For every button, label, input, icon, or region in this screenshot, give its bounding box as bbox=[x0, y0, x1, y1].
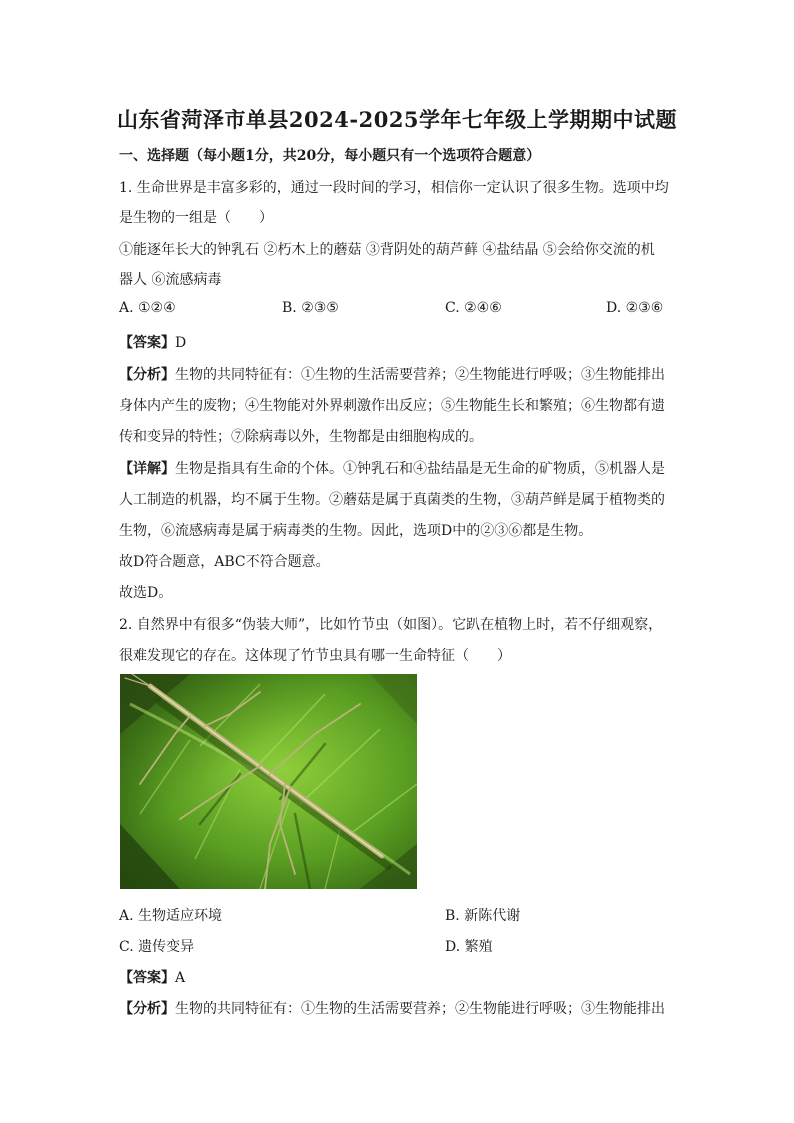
q1-option-a: A. ①②④ bbox=[119, 300, 176, 316]
analysis-text: 生物的共同特征有：①生物的生活需要营养；②生物能进行呼吸；③生物能排出 bbox=[175, 1001, 665, 1017]
q1-stem-line-1: 1. 生命世界是丰富多彩的，通过一段时间的学习，相信你一定认识了很多生物。选项中均 bbox=[119, 180, 669, 196]
answer-value: A bbox=[175, 970, 186, 986]
q2-answer bbox=[119, 967, 185, 987]
detail-tag: 【详解】 bbox=[119, 461, 175, 477]
section-heading: 一、选择题（每小题1分，共20分，每小题只有一个选项符合题意） bbox=[119, 148, 541, 164]
answer-tag: 【答案】 bbox=[119, 970, 175, 986]
analysis-tag: 【分析】 bbox=[119, 367, 175, 383]
answer-value: D bbox=[175, 335, 187, 351]
analysis-tag: 【分析】 bbox=[119, 1001, 175, 1017]
q2-option-d: D. 繁殖 bbox=[445, 939, 493, 955]
q2-option-c: C. 遗传变异 bbox=[119, 939, 195, 955]
q2-stem-line-2: 很难发现它的存在。这体现了竹节虫具有哪一生命特征（ ） bbox=[119, 648, 511, 664]
q1-answer bbox=[119, 332, 186, 352]
q1-stem-line-2: 是生物的一组是（ ） bbox=[119, 210, 273, 226]
q1-option-d: D. ②③⑥ bbox=[606, 300, 664, 316]
q1-analysis-line-2: 身体内产生的废物；④生物能对外界刺激作出反应；⑤生物能生长和繁殖；⑥生物都有遗 bbox=[119, 398, 665, 414]
q1-detail-line-3: 生物，⑥流感病毒是属于病毒类的生物。因此，选项D中的②③⑥都是生物。 bbox=[119, 523, 593, 539]
q2-option-a: A. 生物适应环境 bbox=[119, 908, 223, 924]
answer-tag: 【答案】 bbox=[119, 335, 175, 351]
q2-analysis-line-1 bbox=[119, 998, 665, 1018]
q2-stem-line-1: 2. 自然界中有很多“伪装大师”，比如竹节虫（如图）。它趴在植物上时，若不仔细观察， bbox=[119, 617, 663, 633]
q1-conclusion-line-2: 故选D。 bbox=[119, 585, 173, 601]
q1-analysis-line-3: 传和变异的特性；⑦除病毒以外，生物都是由细胞构成的。 bbox=[119, 429, 483, 445]
q1-items-line-1: ①能逐年长大的钟乳石 ②朽木上的蘑菇 ③背阴处的葫芦藓 ④盐结晶 ⑤会给你交流的机 bbox=[119, 242, 655, 258]
q1-detail-line-2: 人工制造的机器，均不属于生物。②蘑菇是属于真菌类的生物，③葫芦鲜是属于植物类的 bbox=[119, 492, 665, 508]
q1-conclusion-line-1: 故D符合题意，ABC不符合题意。 bbox=[119, 554, 330, 570]
q1-detail-line-1 bbox=[119, 458, 665, 478]
q1-items-line-2: 器人 ⑥流感病毒 bbox=[119, 272, 222, 288]
stick-insect-photo bbox=[120, 674, 417, 889]
q1-option-b: B. ②③⑤ bbox=[282, 300, 339, 316]
q2-option-b: B. 新陈代谢 bbox=[445, 908, 521, 924]
detail-text: 生物是指具有生命的个体。①钟乳石和④盐结晶是无生命的矿物质，⑤机器人是 bbox=[175, 461, 665, 477]
q1-analysis-line-1 bbox=[119, 364, 665, 384]
document-title: 山东省菏泽市单县2024-2025学年七年级上学期期中试题 bbox=[116, 107, 678, 132]
q1-option-c: C. ②④⑥ bbox=[445, 300, 502, 316]
analysis-text: 生物的共同特征有：①生物的生活需要营养；②生物能进行呼吸；③生物能排出 bbox=[175, 367, 665, 383]
